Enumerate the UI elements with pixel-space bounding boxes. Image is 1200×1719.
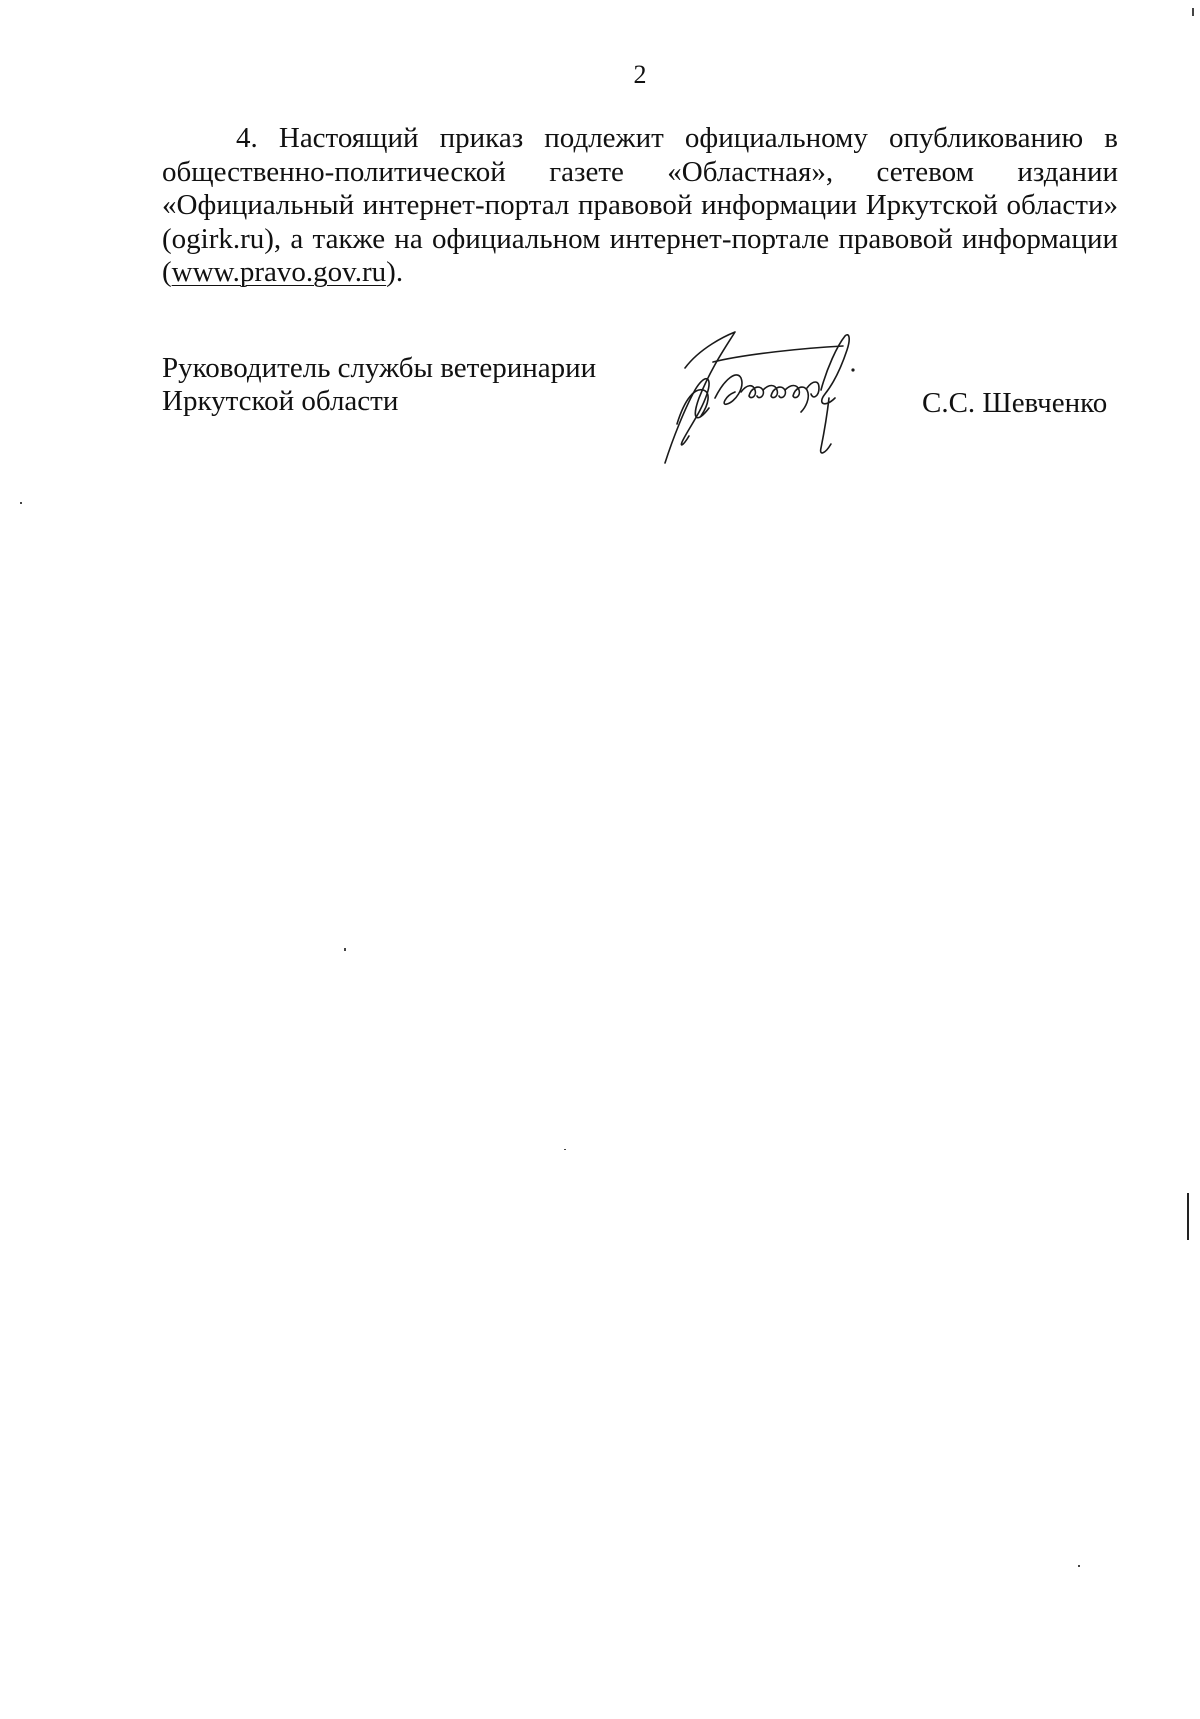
paragraph-line: (ogirk.ru), а также на официальном интернет-портале правовой информации xyxy=(162,222,1118,255)
scan-mark xyxy=(1187,1193,1189,1240)
page-number: 2 xyxy=(633,60,647,89)
signer-position xyxy=(162,352,596,418)
handwritten-signature xyxy=(655,328,915,478)
scan-speck xyxy=(20,502,22,504)
order-paragraph xyxy=(162,122,1118,290)
scan-speck xyxy=(344,948,346,951)
paragraph-line: «Официальный интернет-портал правовой информации Иркутской области» xyxy=(162,189,1118,221)
position-line: Руководитель службы ветеринарии xyxy=(162,352,597,384)
scan-speck xyxy=(1192,8,1194,16)
paragraph-line: 4. Настоящий приказ подлежит официальному опубликованию в xyxy=(236,122,1118,154)
position-line: Иркутской области xyxy=(162,385,399,417)
scan-speck xyxy=(1078,1565,1080,1567)
pravo-link[interactable]: www.pravo.gov.ru xyxy=(171,256,387,288)
signer-name: С.С. Шевченко xyxy=(922,387,1108,419)
paragraph-line: (www.pravo.gov.ru). xyxy=(162,256,404,288)
scan-speck xyxy=(564,1149,566,1150)
paragraph-line: общественно-политической газете «Областная», сетевом издании xyxy=(162,155,1118,188)
